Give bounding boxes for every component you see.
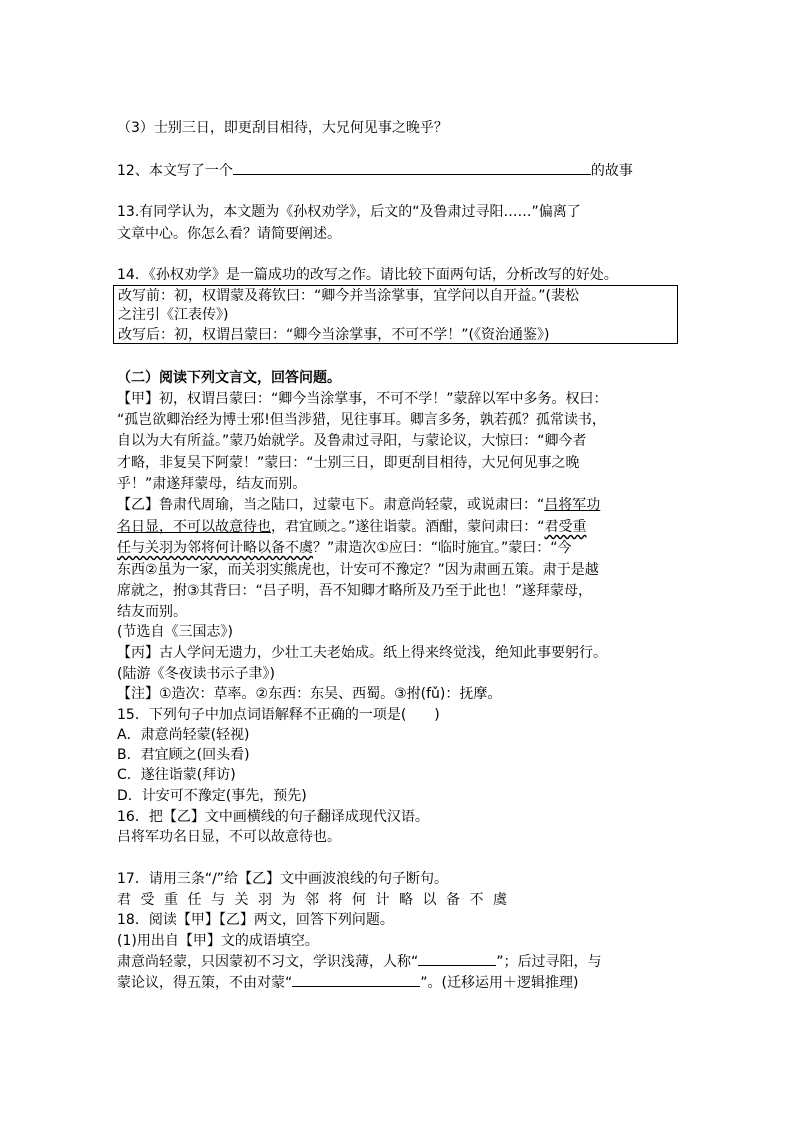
question-18-text: ”。(迁移运用＋逻辑推理) xyxy=(420,975,579,991)
question-15-option-c[interactable]: C．遂往诣蒙(拜访) xyxy=(117,767,236,783)
question-16-sentence: 吕将军功名日显，不可以故意待也。 xyxy=(117,829,341,845)
underlined-sentence: 名日显，不可以故意待也 xyxy=(117,519,271,535)
passage-jia-line-4: 才略，非复吴下阿蒙！”蒙曰：“士别三日，即更刮目相待，大兄何见事之晚 xyxy=(117,455,580,471)
answer-blank[interactable] xyxy=(292,972,420,987)
annotation-note: 【注】①造次：草率。②东西：东吴、西蜀。③拊(fǔ)：抚摩。 xyxy=(117,686,502,702)
question-15: 15．下列句子中加点词语解释不正确的一项是( ) xyxy=(117,707,440,723)
answer-blank[interactable] xyxy=(233,160,591,175)
question-17-sentence: 君受重任与关羽为邻将何计略以备不虞 xyxy=(117,892,517,908)
passage-yi-line-4: 东西②虽为一家，而关羽实熊虎也，计安可不豫定？”因为肃画五策。肃于是越 xyxy=(117,562,599,578)
question-12-prefix: 12、本文写了一个 xyxy=(117,163,233,179)
question-13-line-2: 文章中心。你怎么看？请简要阐述。 xyxy=(117,226,341,242)
passage-yi-line-2 xyxy=(117,517,677,537)
question-18-text: 蒙论议，得五策，不由对蒙“ xyxy=(117,975,293,991)
passage-jia-line-3: 自以为大有所益。”蒙乃始就学。及鲁肃过寻阳，与蒙论议，大惊曰：“卿今者 xyxy=(117,433,587,449)
question-16: 16．把【乙】文中画横线的句子翻译成现代汉语。 xyxy=(117,809,429,825)
passage-jia-line-1: 【甲】初，权谓吕蒙曰：“卿今当涂掌事，不可不学！”蒙辞以军中多务。权曰： xyxy=(117,391,608,407)
passage-yi-line-5: 席就之，拊③其背曰：“吕子明，吾不知卿才略所及乃至于此也！”遂拜蒙母， xyxy=(117,583,593,599)
comparison-before-line-1: 改写前：初，权谓蒙及蒋钦曰：“卿今并当涂掌事，宜学问以自开益。”(裴松 xyxy=(118,288,579,304)
passage-jia-line-5: 乎！”肃遂拜蒙母，结友而别。 xyxy=(117,476,307,492)
question-18-text: 肃意尚轻蒙，只因蒙初不习文，学识浅薄，人称“ xyxy=(117,954,419,970)
question-18-line-2 xyxy=(117,972,677,993)
passage-yi-text: 【乙】鲁肃代周瑜，当之陆口，过蒙屯下。肃意尚轻蒙，或说肃曰：“ xyxy=(117,497,545,513)
passage-bing-line-1: 【丙】古人学问无遗力，少壮工夫老始成。纸上得来终觉浅，绝知此事要躬行。 xyxy=(117,645,607,661)
question-18: 18．阅读【甲】【乙】两文，回答下列问题。 xyxy=(117,912,394,928)
passage-source: (节选自《三国志》) xyxy=(117,624,233,640)
wavy-underlined-sentence: 任与关羽为邻将何计略以备不虞 xyxy=(117,540,313,556)
question-15-option-a[interactable]: A．肃意尚轻蒙(轻视) xyxy=(117,727,250,743)
question-18-1: (1)用出自【甲】文的成语填空。 xyxy=(117,933,319,949)
wavy-underlined-sentence: 君受重 xyxy=(544,519,587,535)
answer-blank[interactable] xyxy=(418,951,496,966)
question-17: 17．请用三条“/”给【乙】文中画波浪线的句子断句。 xyxy=(117,871,449,887)
passage-yi-line-6: 结友而别。 xyxy=(117,604,187,620)
passage-yi-line-3 xyxy=(117,538,677,558)
comparison-after: 改写后：初，权谓吕蒙曰：“卿今当涂掌事，不可不学！”(《资治通鉴》) xyxy=(118,327,550,343)
passage-jia-line-2: “孤岂欲卿治经为博士邪!但当涉猎，见往事耳。卿言多务，孰若孤？孤常读书， xyxy=(117,412,606,428)
question-11-3: （3）士别三日，即更刮目相待，大兄何见事之晚乎？ xyxy=(117,120,448,136)
question-15-option-d[interactable]: D．计安可不豫定(事先，预先) xyxy=(117,788,307,804)
section-2-heading: （二）阅读下列文言文，回答问题。 xyxy=(117,370,341,386)
question-18-line-1 xyxy=(117,951,677,972)
question-15-option-b[interactable]: B．君宜顾之(回头看) xyxy=(117,747,250,763)
passage-yi-line-1 xyxy=(117,495,677,515)
question-18-text: ”；后过寻阳，与 xyxy=(496,954,602,970)
question-12-suffix: 的故事 xyxy=(590,163,633,179)
passage-yi-text: ？”肃造次①应曰：“临时施宜。”蒙曰：“今 xyxy=(313,540,572,556)
question-13-line-1: 13.有同学认为，本文题为《孙权劝学》，后文的“及鲁肃过寻阳……”偏离了 xyxy=(117,204,581,220)
comparison-before-line-2: 之注引《江表传》) xyxy=(118,307,229,323)
underlined-sentence: 吕将军功 xyxy=(544,497,601,513)
question-14-line-1: 14．《孙权劝学》是一篇成功的改写之作。请比较下面两句话，分析改写的好处。 xyxy=(117,267,618,283)
passage-bing-line-2: (陆游《冬夜读书示子聿》) xyxy=(117,666,275,682)
question-12 xyxy=(117,160,677,181)
passage-yi-text: ，君宜顾之。”遂往诣蒙。酒酣，蒙问肃曰：“ xyxy=(271,519,545,535)
